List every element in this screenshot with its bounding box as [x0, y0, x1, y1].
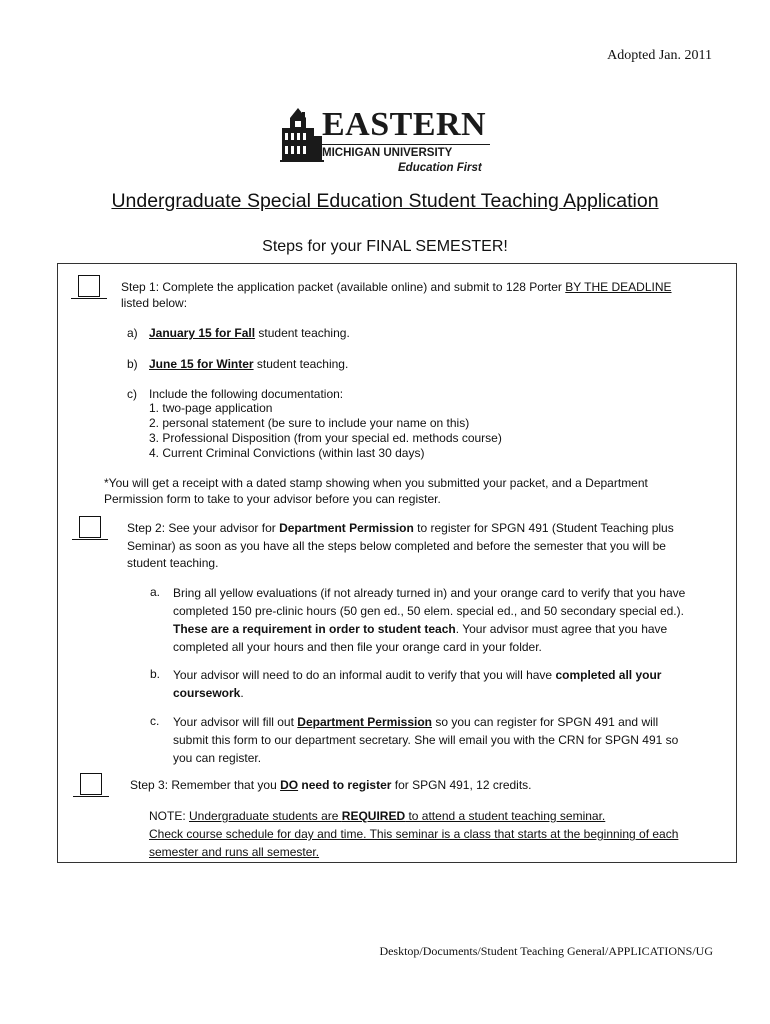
step2-line3: student teaching.	[127, 556, 219, 570]
doc-text: Professional Disposition (from your special ed. methods course)	[162, 431, 502, 445]
step1-c-label: c)	[127, 387, 137, 401]
step2-a-label: a.	[150, 585, 161, 599]
step1-line2: listed below:	[121, 296, 188, 310]
steps-frame	[57, 263, 737, 863]
step2-b	[173, 666, 661, 702]
step1-deadline: BY THE DEADLINE	[565, 280, 672, 294]
step2-c-line2: submit this form to our department secretary. She will email you with the CRN for SPGN 491 so	[173, 733, 679, 747]
documentation-item	[149, 446, 502, 461]
step2-b2-bold: coursework	[173, 686, 241, 700]
step1-text	[121, 279, 672, 295]
step2-b2-rest: .	[240, 686, 244, 700]
documentation-item	[149, 431, 502, 446]
step2-a-line1: Bring all yellow evaluations (if not already turned in) and your orange card to verify that you have	[173, 586, 686, 600]
step3-rest: for SPGN 491, 12 credits.	[391, 778, 532, 792]
note1-bold: REQUIRED	[341, 809, 406, 823]
doc-text: two-page application	[162, 401, 273, 415]
doc-number: 4.	[149, 446, 160, 460]
seminar-note-line3: semester and runs all semester.	[149, 845, 320, 859]
step1-a-label: a)	[127, 326, 138, 340]
step2-checkbox-line	[72, 539, 108, 540]
seminar-note-line1	[149, 807, 678, 825]
step2-b-line1	[173, 666, 661, 684]
step2-c-line3: you can register.	[173, 751, 262, 765]
step1-a	[149, 325, 350, 341]
step1-checkbox-line	[71, 298, 107, 299]
step2-line1	[127, 520, 674, 536]
file-path-footer: Desktop/Documents/Student Teaching General/APPLICATIONS/UG	[379, 944, 713, 958]
logo-rule	[322, 144, 490, 145]
seminar-note-line2: Check course schedule for day and time. This seminar is a class that starts at the beginning of each	[149, 827, 679, 841]
step3-checkbox[interactable]	[80, 773, 102, 795]
step2-a-line4: completed all your hours and then file your orange card in your folder.	[173, 640, 542, 654]
step2-b-label: b.	[150, 667, 161, 681]
step1-b-label: b)	[127, 357, 138, 371]
receipt-note-line1: *You will get a receipt with a dated stamp showing when you submitted your packet, and a Department	[104, 476, 648, 490]
seminar-note	[149, 807, 678, 861]
step2-a-line2: completed 150 pre-clinic hours (50 gen ed., 50 elem. special ed., and 50 secondary special ed.).	[173, 604, 684, 618]
documentation-item	[149, 401, 502, 416]
documentation-list	[149, 401, 502, 461]
step2-bold: Department Permission	[279, 521, 414, 535]
step2-post: to register for SPGN 491 (Student Teaching plus	[413, 521, 674, 535]
step1-a-bold: January 15 for Fall	[149, 326, 256, 340]
step2-a	[173, 584, 685, 656]
step3-pre: Step 3: Remember that you	[130, 778, 281, 792]
step2-a3-bold: These are a requirement in order to student teach	[173, 622, 456, 636]
note1-pre: Undergraduate students are	[189, 809, 342, 823]
doc-number: 2.	[149, 416, 160, 430]
documentation-item	[149, 416, 502, 431]
step1-b	[149, 356, 348, 372]
doc-text: personal statement (be sure to include your name on this)	[162, 416, 470, 430]
step2-c-label: c.	[150, 714, 160, 728]
university-logo	[280, 106, 494, 178]
step2-c1-bold: Department Permission	[297, 715, 432, 729]
step2-c	[173, 713, 678, 767]
logo-wordmark: EASTERN	[322, 106, 487, 143]
adopted-date: Adopted Jan. 2011	[607, 48, 712, 63]
doc-number: 3.	[149, 431, 160, 445]
step2-a3-rest: . Your advisor must agree that you have	[455, 622, 668, 636]
step2-line2: Seminar) as soon as you have all the steps below completed and before the semester that you will be	[127, 539, 666, 553]
step2-c-line1	[173, 713, 678, 731]
step2-a-line3	[173, 620, 685, 638]
page-subtitle: Steps for your FINAL SEMESTER!	[262, 238, 508, 255]
step1-checkbox[interactable]	[78, 275, 100, 297]
step1-b-rest: student teaching.	[253, 357, 349, 371]
step2-checkbox[interactable]	[79, 516, 101, 538]
step2-b1-bold: completed all your	[555, 668, 662, 682]
note1-rest: to attend a student teaching seminar.	[405, 809, 606, 823]
step3-line	[130, 777, 532, 793]
step2-pre: Step 2: See your advisor for	[127, 521, 280, 535]
page-title: Undergraduate Special Education Student Teaching Application	[111, 190, 659, 212]
step2-c1-rest: so you can register for SPGN 491 and will	[432, 715, 659, 729]
step2-c1-pre: Your advisor will fill out	[173, 715, 298, 729]
receipt-note-line2: Permission form to take to your advisor before you can register.	[104, 492, 441, 506]
step2-b-line2	[173, 684, 661, 702]
doc-text: Current Criminal Convictions (within last 30 days)	[162, 446, 425, 460]
step1-line1: Step 1: Complete the application packet (available online) and submit to 128 Porter	[121, 280, 566, 294]
step2-b1-pre: Your advisor will need to do an informal audit to verify that you will have	[173, 668, 556, 682]
step1-a-rest: student teaching.	[255, 326, 350, 340]
step1-b-bold: June 15 for Winter	[149, 357, 254, 371]
step3-bold: need to register	[298, 778, 392, 792]
step3-do: DO	[280, 778, 299, 792]
note-label: NOTE:	[149, 809, 190, 823]
logo-tagline: Education First	[398, 162, 482, 174]
doc-number: 1.	[149, 401, 160, 415]
step3-checkbox-line	[73, 796, 109, 797]
logo-subtitle: MICHIGAN UNIVERSITY	[322, 147, 453, 159]
step1-c-text: Include the following documentation:	[149, 387, 344, 401]
